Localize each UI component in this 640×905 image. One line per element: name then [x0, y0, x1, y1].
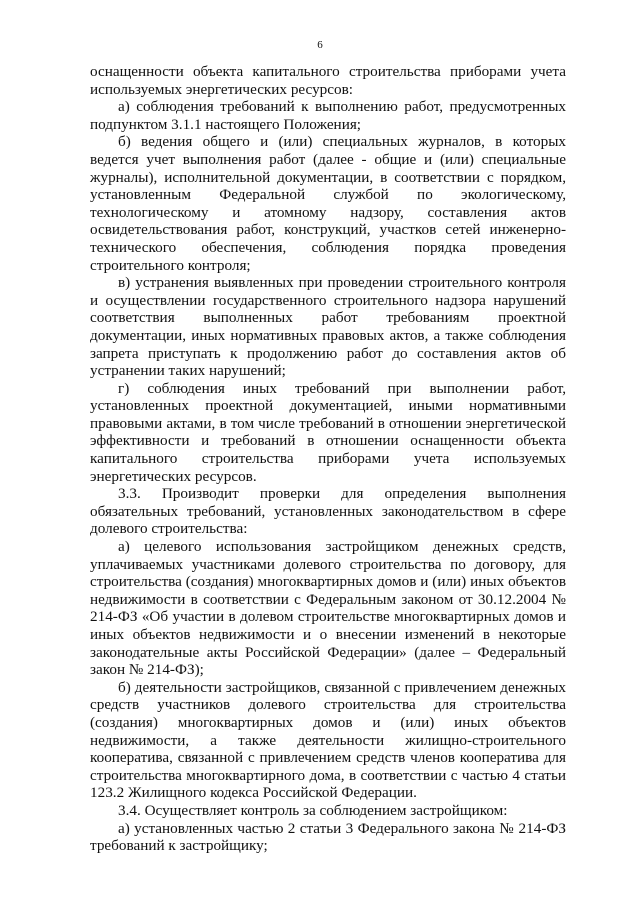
paragraph-3-4-item-a: а) установленных частью 2 статьи 3 Федерального закона № 214-ФЗ требований к застройщику; — [90, 819, 566, 855]
paragraph-item-a: а) соблюдения требований к выполнению работ, предусмотренных подпунктом 3.1.1 настоящего Положения; — [90, 98, 566, 133]
paragraph-section-3-3: 3.3. Производит проверки для определения выполнения обязательных требований, установленных законодательством в сфере долевого строительства: — [90, 485, 566, 538]
page-number: 6 — [317, 39, 323, 51]
paragraph-continuation: оснащенности объекта капитального строительства приборами учета используемых энергетических ресурсов: — [90, 63, 566, 98]
paragraph-3-3-item-b: б) деятельности застройщиков, связанной с привлечением денежных средств участников долевого строительства для строительства (создания) многоквартирных домов и (или) иных объектов недвижимости, а также деятельности жилищно-строительного кооператива, связанной с привлечением средств членов кооператива для строительства многоквартирного дома, в соответствии с частью 4 статьи 123.2 Жилищного кодекса Российской Федерации. — [90, 678, 566, 802]
paragraph-item-g: г) соблюдения иных требований при выполнении работ, установленных проектной документацией, иными нормативными правовыми актами, в том числе требований в отношении энергетической эффективности и требований в отношении оснащенности объекта капитального строительства приборами учета используемых энергетических ресурсов. — [90, 379, 566, 485]
paragraph-3-3-item-a: а) целевого использования застройщиком денежных средств, уплачиваемых участниками долевого строительства по договору, для строительства (создания) многоквартирных домов и (или) иных объектов недвижимости в соответствии с Федеральным законом от 30.12.2004 № 214-ФЗ «Об участии в долевом строительстве многоквартирных домов и иных объектов недвижимости и о внесении изменений в некоторые законодательные акты Российской Федерации» (далее – Федеральный закон № 214-ФЗ); — [90, 538, 566, 679]
paragraph-section-3-4: 3.4. Осуществляет контроль за соблюдением застройщиком: — [118, 801, 508, 819]
paragraph-item-v: в) устранения выявленных при проведении строительного контроля и осуществлении государственного строительного надзора нарушений соответствия выполненных работ требованиям проектной документации, иных нормативных правовых актов, а также соблюдения запрета приступать к продолжению работ до составления актов об устранении таких нарушений; — [90, 274, 566, 380]
paragraph-item-b: б) ведения общего и (или) специальных журналов, в которых ведется учет выполнения работ (далее - общие и (или) специальные журналы), исполнительной документации, в соответствии с порядком, установленным Федеральной службой по экологическому, технологическому и атомному надзору, составления актов освидетельствования работ, конструкций, участков сетей инженерно-технического обеспечения, соблюдения порядка проведения строительного контроля; — [90, 133, 566, 274]
document-body — [90, 63, 566, 855]
